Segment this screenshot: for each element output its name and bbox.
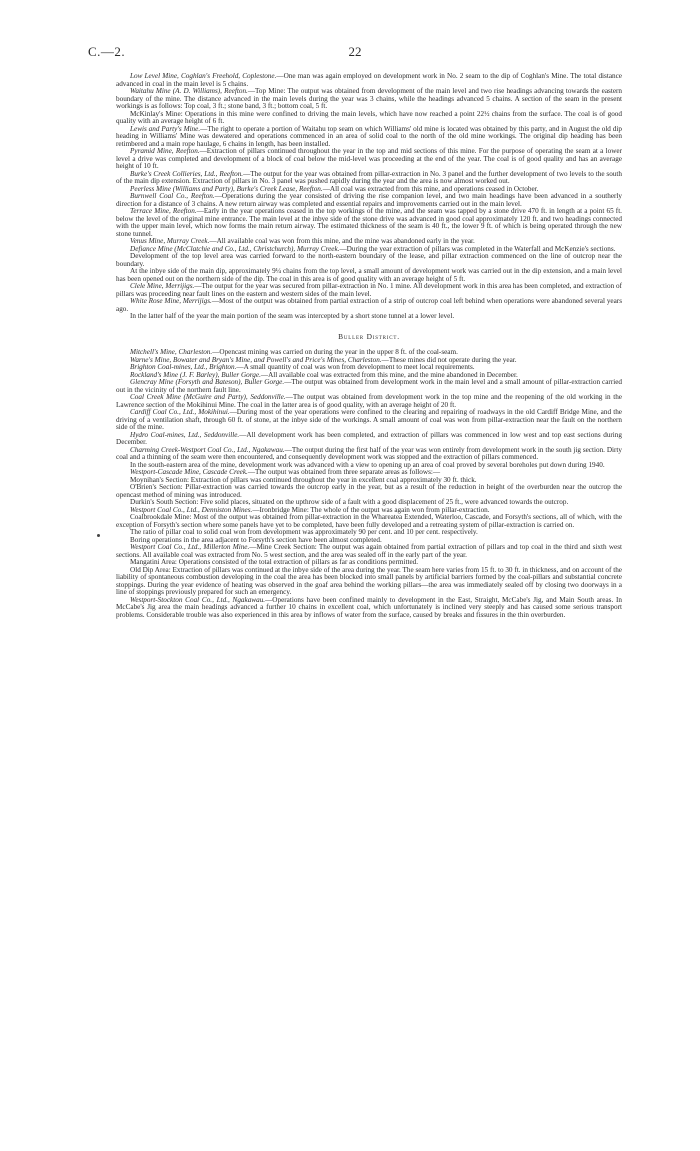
paragraph-body: —The output was obtained from three separate areas as follows:— [247,468,441,476]
paragraph-title: Lewis and Party's Mine. [130,124,201,133]
paragraph [116,148,622,171]
paragraph [116,73,622,88]
paragraph-title: Westport-Stockton Coal Co., Ltd., Ngakawau. [130,595,266,604]
paragraph-body: —Most of the output was obtained from partial extraction of a strip of outcrop coal left behind when operations were abandoned several years ago. [116,297,622,313]
paragraph-body: Coalbrookdale Mine: Most of the output was obtained from pillar-extraction in the Whareatea Extended, Waterloo, Cascade, and Forsyth's sections, all of which, with the exception of Forsyth's section where some panels have yet to be completed, have been fully developed and a retreating system of pillar-extraction is carried on. [116,513,622,529]
paragraph-body: —Operations have been confined mainly to development in the East, Straight, McCabe's Jig, and Main South areas. In McCabe's Jig area the main headings advanced a further 10 chains in excellent coal, which unfortunately is inclined very steeply and has caused some serious transport problems. Considerable trouble was also experienced in this area by inflows of water from the surface, caused by breaks and fissures in the thin overburden. [116,595,622,619]
paragraph-title: Clele Mine, Merrijigs. [130,282,195,290]
paragraph-title: Warne's Mine, Bowater and Bryan's Mine, and Powell's and Price's Mines, Charleston. [130,355,382,364]
paragraph-title: Cardiff Coal Co., Ltd., Mokihinui. [130,408,230,416]
paragraph-body: —All development work has been completed, and extraction of pillars was commenced in low west and top east sections during December. [116,430,622,446]
paragraph-body: Moynihan's Section: Extraction of pillars was continued throughout the year in excellent coal approximately 30 ft. thick. [130,475,477,484]
paragraph-title: Waitahu Mine (A. D. Williams), Reefton. [130,87,248,95]
paragraph-body: —The output for the year was obtained from pillar-extraction in No. 3 panel and the further development of two levels to the south of the main dip extension. Extraction of pillars in No. 3 panel was pushed rapidly during the year and the area is now almost worked out. [116,169,622,185]
paragraph-title: Westport Coal Co., Ltd., Millerton Mine. [130,543,250,551]
paragraph-title: Defiance Mine (McClatchie and Co., Ltd., Christchurch), Murray Creek. [130,244,340,253]
paragraph [116,268,622,283]
paragraph-body: Boring operations in the area adjacent to Forsyth's section have been almost completed. [130,535,382,544]
paragraph [116,394,622,409]
paragraph-title: Peerless Mine (Williams and Party), Burke's Creek Lease, Reefton. [130,184,323,193]
paragraph-body: —These mines did not operate during the year. [381,355,517,364]
paragraph-title: Charming Creek-Westport Coal Co., Ltd., Ngakawau. [130,445,285,454]
paragraph-body: —All available coal was extracted from this mine, and the mine abandoned in December. [260,370,518,379]
paragraph-body: Durkin's South Section: Five solid places, situated on the upthrow side of a fault with a good displacement of 25 ft., were advanced towards the outcrop. [130,498,569,506]
paragraph-body: At the inbye side of the main dip, approximately 9¼ chains from the top level, a small amount of development work was carried out in the dip extension, and a main level has been opened out on the northern side of the dip. The coal in this area is of good quality with an average height of 5 ft. [116,267,622,283]
document-code: C.—2. [88,44,126,59]
paragraph-title: Mitchell's Mine, Charleston. [130,348,213,356]
paragraph [116,432,622,447]
paragraph-body: —Top Mine: The output was obtained from development of the main level and two rise headings advancing towards the eastern boundary of the mine. The distance advanced in the main levels during the year was 3 chains, while the headings advanced 5 chains. A section of the seam in the present workings is as follows: Top coal, 3 ft.; stone band, 3 ft.; bottom coal, 5 ft. [116,87,622,110]
paragraph-title: Westport-Cascade Mine, Cascade Creek. [130,468,248,476]
paragraph-body: —During most of the year operations were confined to the clearing and repairing of roadways in the old Cardiff Bridge Mine, and the driving of a ventilation shaft, through 60 ft. of stone, at the inbye side of the workings. A small amount of coal was won from pillar-extraction near the fault on the northern side of the mine. [116,408,622,431]
paragraph-title: Brighton Coal-mines, Ltd., Brighton. [130,363,237,371]
paragraph [116,567,622,597]
paragraph-title: Low Level Mine, Coghlan's Freehold, Coplestone. [130,72,277,80]
paragraph [116,208,622,238]
paragraph-body: McKinlay's Mine: Operations in this mine were confined to driving the main levels, which have now reached a point 22½ chains from the surface. The coal is of good quality with an average height of 6 ft. [116,109,622,125]
paragraph-body: —All available coal was won from this mine, and the mine was abandoned early in the year. [209,237,475,245]
paragraph-body: In the south-eastern area of the mine, development work was advanced with a view to opening up an area of coal proved by several boreholes put down during 1940. [130,460,605,469]
paragraph-body: —All coal was extracted from this mine, and operations ceased in October. [322,184,539,193]
paragraph [116,544,622,559]
paragraph [116,409,622,432]
paragraph [116,88,622,111]
buller-paragraphs [116,349,622,619]
paragraph [116,171,622,186]
paragraph [116,379,622,394]
paragraph-title: Terrace Mine, Reefton. [130,207,197,215]
paragraph [116,193,622,208]
paragraph-title: Rockland's Mine (J. F. Barley), Buller Gorge. [130,370,261,379]
paragraph-body: —Early in the year operations ceased in the top workings of the mine, and the seam was tapped by a stone drive 470 ft. in length at a point 65 ft. below the level of the original mine entrance. The main level at the inbye side of the stone drive was advanced in good coal approximately 120 ft. and two headings connected with the upper main level, which now forms the main return airway. The estimated thickness of the seam is 40 ft., the lower 9 ft. of which is being operated through the new stone tunnel. [116,207,622,238]
paragraph-body: —During the year extraction of pillars was completed in the Waterfall and McKenzie's sections. [339,244,616,253]
paragraph-body: —Operations during the year consisted of driving the rise companion level, and two main headings have been advanced in a southerly direction for a distance of 3 chains. A new return airway was completed and essential repairs and improvements carried out in the main level. [116,192,622,208]
paragraph-title: Pyramid Mine, Reefton. [130,147,200,155]
paragraph-body: —The output was obtained from development work in the main level and a small amount of pillar-extraction carried out in the vicinity of the northern fault line. [116,378,622,394]
paragraph [116,313,622,321]
paragraph-body: —Ironbridge Mine: The whole of the output was again won from pillar-extraction. [252,505,490,514]
margin-mark [97,534,100,537]
paragraph-body: —The output for the year was secured from pillar-extraction in No. 1 mine. All development work in this area has been completed, and extraction of pillars was proceeding near fault lines on the eastern and western sides of the main level. [116,282,622,298]
paragraph [116,126,622,149]
paragraph-body: O'Brien's Section: Pillar-extraction was carried towards the outcrop early in the year, but as a result of the reduction in height of the overburden near the outcrop the opencast method of mining was introduced. [116,483,622,499]
page-header [88,44,622,60]
paragraph-body: —The output was obtained from development work in the top mine and the reopening of the old working in the Lawrence section of the Mokihinui Mine. The coal in the latter area is of good quality, with an average height of 20 ft. [116,393,622,409]
paragraph [116,484,622,499]
paragraph-body: —Opencast mining was carried on during the year in the upper 8 ft. of the coal-seam. [212,348,458,356]
paragraph-body: —A small quantity of coal was won from development to meet local requirements. [236,363,475,371]
paragraph-body: The ratio of pillar coal to solid coal won from development was approximately 90 per cent. and 10 per cent. respectively. [130,528,478,536]
paragraph-title: Glencray Mine (Forsyth and Bateson), Buller Gorge. [130,378,285,386]
paragraph-title: Burke's Creek Collieries, Ltd., Reefton. [130,169,244,178]
paragraph-body: Mangatini Area: Operations consisted of the total extraction of pillars as far as conditions permitted. [130,558,419,566]
paragraph-title: Burnwell Coal Co., Reefton. [130,192,215,200]
paragraph-body: Old Dip Area: Extraction of pillars was continued at the inbye side of the area during the year. The seam here varies from 15 ft. to 30 ft. in thickness, and on account of the liability of spontaneous combustion developing in the coal the area has been blocked into small panels by artificial barriers formed by the coal-pillars and substantial concrete stoppings. During the year evidence of heating was observed in the goaf area behind the working pillars—the area was immediately sealed off by closing two doorways in a line of stoppings previously prepared for such an emergency. [116,565,622,596]
paragraph [116,298,622,313]
paragraph-body: —One man was again employed on development work in No. 2 seam to the dip of Coghlan's Mine. The total distance advanced in coal in the main level is 5 chains. [116,72,622,88]
paragraph-body: —Mine Creek Section: The output was again obtained from partial extraction of pillars and top coal in the third and sixth west sections. All available coal was extracted from No. 5 west section, and the area was sealed off in the early part of the year. [116,543,622,559]
paragraph-title: Hydro Coal-mines, Ltd., Seddonville. [130,430,240,439]
paragraph-body: Development of the top level area was carried forward to the north-eastern boundary of the lease, and pillar extraction commenced on the line of outcrop near the boundary. [116,252,622,268]
paragraph [116,111,622,126]
section-heading: Buller District. [338,331,400,341]
paragraph [116,514,622,529]
paragraph-title: Venus Mine, Murray Creek. [130,237,210,245]
paragraph-title: Westport Coal Co., Ltd., Denniston Mines. [130,505,253,514]
paragraph-body: —Extraction of pillars continued throughout the year in the top and mid sections of this mine. For the purpose of operating the seam at a lower level a drive was completed and development of a block of coal below the mid-level was proceeding at the end of the year. The coal is of good quality and has an average height of 10 ft. [116,147,622,170]
paragraph-body: —The output during the first half of the year was won entirely from development work in the south jig section. Dirty coal and a thinning of the seam were then encountered, and consequently development work was stopped and the extraction of pillars commenced. [116,445,622,461]
paragraph-title: White Rose Mine, Merrijigs. [130,297,212,305]
paragraph-title: Coal Creek Mine (McGuire and Party), Seddonville. [130,393,286,401]
paragraph-body: In the latter half of the year the main portion of the seam was intercepted by a short stone tunnel at a lower level. [130,312,455,320]
page-number: 22 [348,44,362,59]
inangahua-paragraphs [116,73,622,321]
paragraph [116,447,622,462]
paragraph [116,253,622,268]
paragraph [116,283,622,298]
text-column [116,73,622,619]
paragraph [116,597,622,620]
paragraph-body: —The right to operate a portion of Waitahu top seam on which Williams' old mine is located was obtained by this party, and in August the old dip heading in Williams' Mine was dewatered and operations commenced in an area of solid coal to the north of the old mine workings. The original dip heading has been retimbered and a main rope haulage, 6 chains in length, has been installed. [116,124,622,148]
